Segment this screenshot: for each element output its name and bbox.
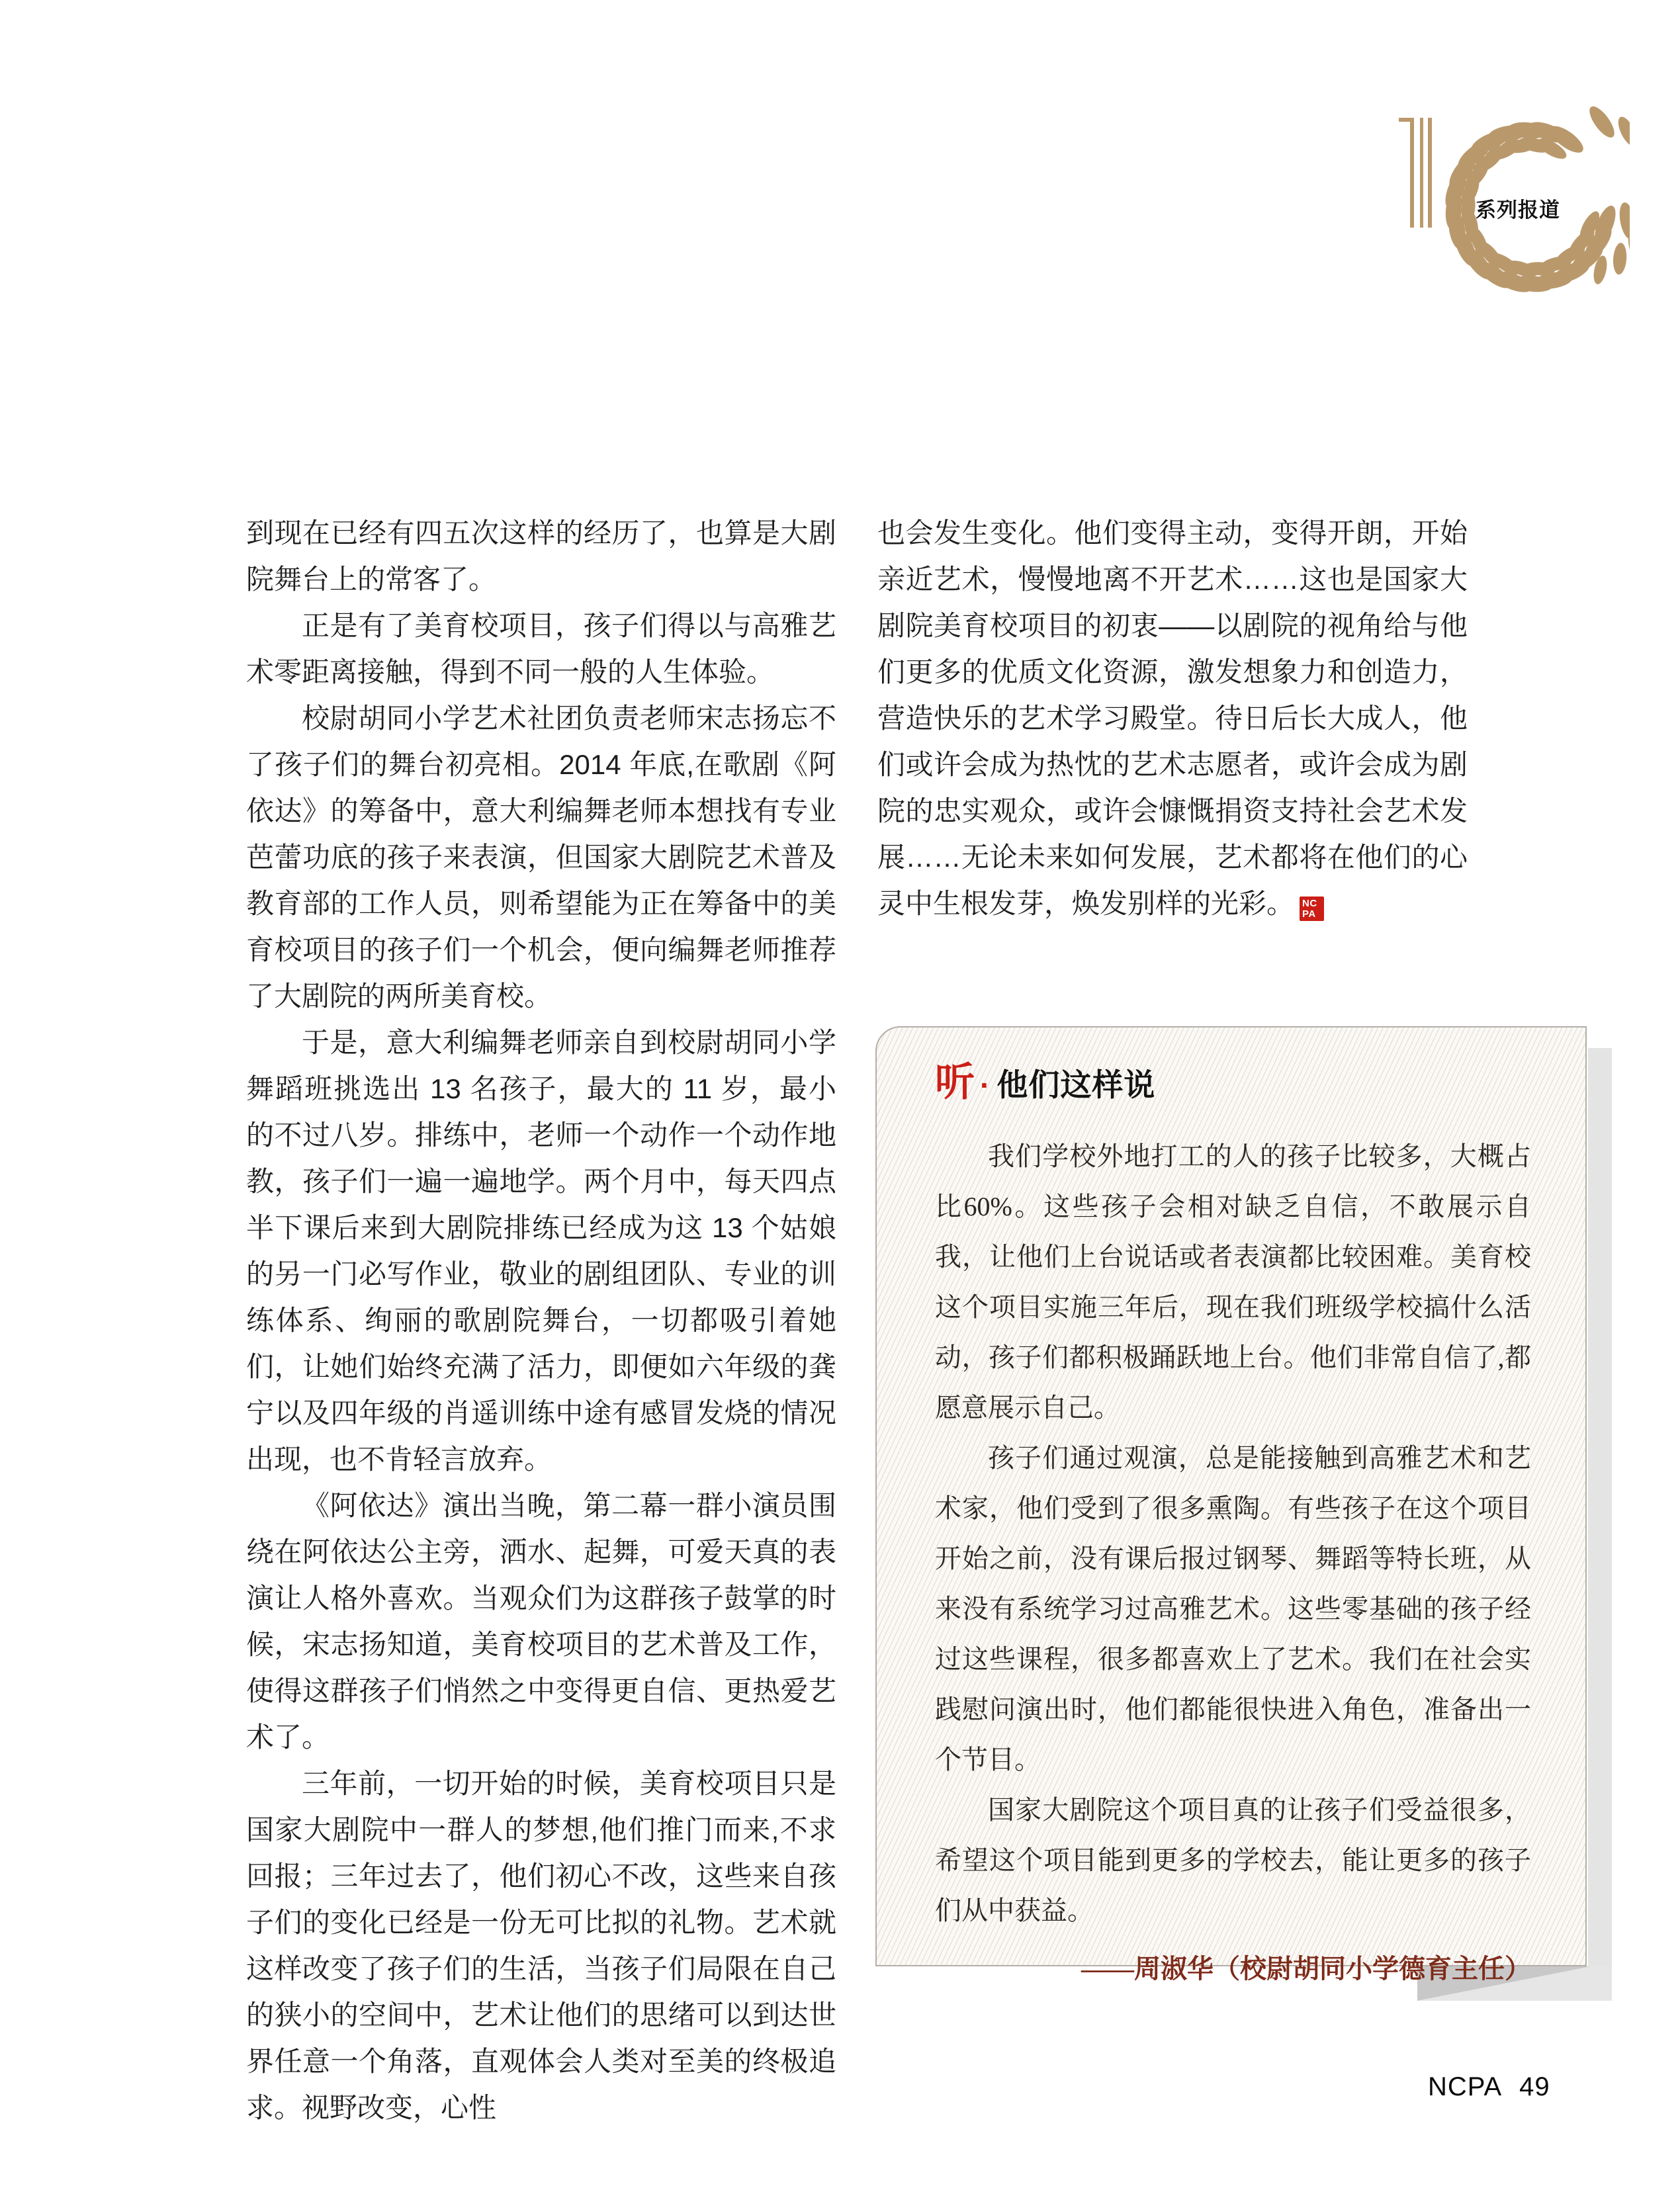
paragraph <box>877 510 1468 927</box>
footer-page-number: 49 <box>1519 2072 1550 2101</box>
ncpa-end-seal-icon: NC PA <box>1300 897 1324 921</box>
quote-attribution: ——周淑华（校尉胡同小学德育主任） <box>1081 1954 1531 1984</box>
paragraph: 于是，意大利编舞老师亲自到校尉胡同小学舞蹈班挑选出 13 名孩子，最大的 11 岁，最小的不过八岁。排练中，老师一个动作一个动作地教，孩子们一遍一遍地学。两个月中，每天四点半下课后来到大剧院排练已经成为这 13 个姑娘的另一门必写作业，敬业的剧组团队、专业的训练体系、绚丽的歌剧院舞台，一切都吸引着她们，让她们始终充满了活力，即便如六年级的龚宁以及四年级的肖遥训练中途有感冒发烧的情况出现，也不肯轻言放弃。 <box>246 1027 836 1475</box>
page-footer <box>1428 2072 1567 2102</box>
quote-title-separator: · <box>980 1068 991 1102</box>
quote-body <box>935 1131 1531 1936</box>
paragraph: 到现在已经有四五次这样的经历了，也算是大剧院舞台上的常客了。 <box>246 517 836 595</box>
paragraph-text: 也会发生变化。他们变得主动，变得开朗，开始亲近艺术，慢慢地离不开艺术……这也是国家大剧院美育校项目的初衷——以剧院的视角给与他们更多的优质文化资源，激发想象力和创造力，营造快乐的艺术学习殿堂。待日后长大成人，他们或许会成为热忱的艺术志愿者，或许会成为剧院的忠实观众，或许会慷慨捐资支持社会艺术发展……无论未来如何发展，艺术都将在他们的心灵中生根发芽，焕发别样的光彩。 <box>877 517 1468 919</box>
logo-digit-1-icon <box>1399 118 1432 229</box>
quote-paragraph: 我们学校外地打工的人的孩子比较多，大概占比60%。这些孩子会相对缺乏自信，不敢展示自我，让他们上台说话或者表演都比较困难。美育校这个项目实施三年后，现在我们班级学校搞什么活动，孩子们都积极踊跃地上台。他们非常自信了,都愿意展示自己。 <box>935 1141 1531 1422</box>
quote-paragraph: 孩子们通过观演，总是能接触到高雅艺术和艺术家，他们受到了很多熏陶。有些孩子在这个项目开始之前，没有课后报过钢琴、舞蹈等特长班，从来没有系统学习过高雅艺术。这些零基础的孩子经过这些课程，很多都喜欢上了艺术。我们在社会实践慰问演出时，他们都能很快进入角色，准备出一个节目。 <box>935 1443 1531 1774</box>
quote-box-title <box>935 1061 1531 1105</box>
quote-title-accent: 听 <box>935 1061 975 1104</box>
series-label: 系列报道 <box>1476 198 1560 222</box>
article-left-column <box>246 510 836 2131</box>
quote-paragraph: 国家大剧院这个项目真的让孩子们受益很多，希望这个项目能到更多的学校去，能让更多的孩子们从中获益。 <box>935 1795 1531 1925</box>
paragraph: 三年前，一切开始的时候，美育校项目只是国家大剧院中一群人的梦想,他们推门而来,不求回报；三年过去了，他们初心不改，这些来自孩子们的变化已经是一份无可比拟的礼物。艺术就这样改变了孩子们的生活，当孩子们局限在自己的狭小的空间中，艺术让他们的思绪可以到达世界任意一个角落，直观体会人类对至美的终极追求。视野改变，心性 <box>246 1768 836 2123</box>
paragraph: 《阿依达》演出当晚，第二幕一群小演员围绕在阿依达公主旁，洒水、起舞，可爱天真的表演让人格外喜欢。当观众们为这群孩子鼓掌的时候，宋志扬知道，美育校项目的艺术普及工作，使得这群孩子们悄然之中变得更自信、更热爱艺术了。 <box>246 1490 836 1753</box>
quote-box <box>875 1026 1587 1984</box>
footer-brand: NCPA <box>1428 2072 1503 2101</box>
quote-box-shadow-strip <box>1588 1048 1612 2001</box>
paragraph: 正是有了美育校项目，孩子们得以与高雅艺术零距离接触，得到不同一般的人生体验。 <box>246 610 836 687</box>
quote-title-text: 他们这样说 <box>996 1067 1156 1102</box>
series-logo <box>1390 99 1628 311</box>
paragraph: 校尉胡同小学艺术社团负责老师宋志扬忘不了孩子们的舞台初亮相。2014 年底,在歌剧《阿依达》的筹备中，意大利编舞老师本想找有专业芭蕾功底的孩子来表演，但国家大剧院艺术普及教育部的工作人员，则希望能为正在筹备中的美育校项目的孩子们一个机会，便向编舞老师推荐了大剧院的两所美育校。 <box>246 703 836 1012</box>
article-right-column <box>877 510 1468 927</box>
